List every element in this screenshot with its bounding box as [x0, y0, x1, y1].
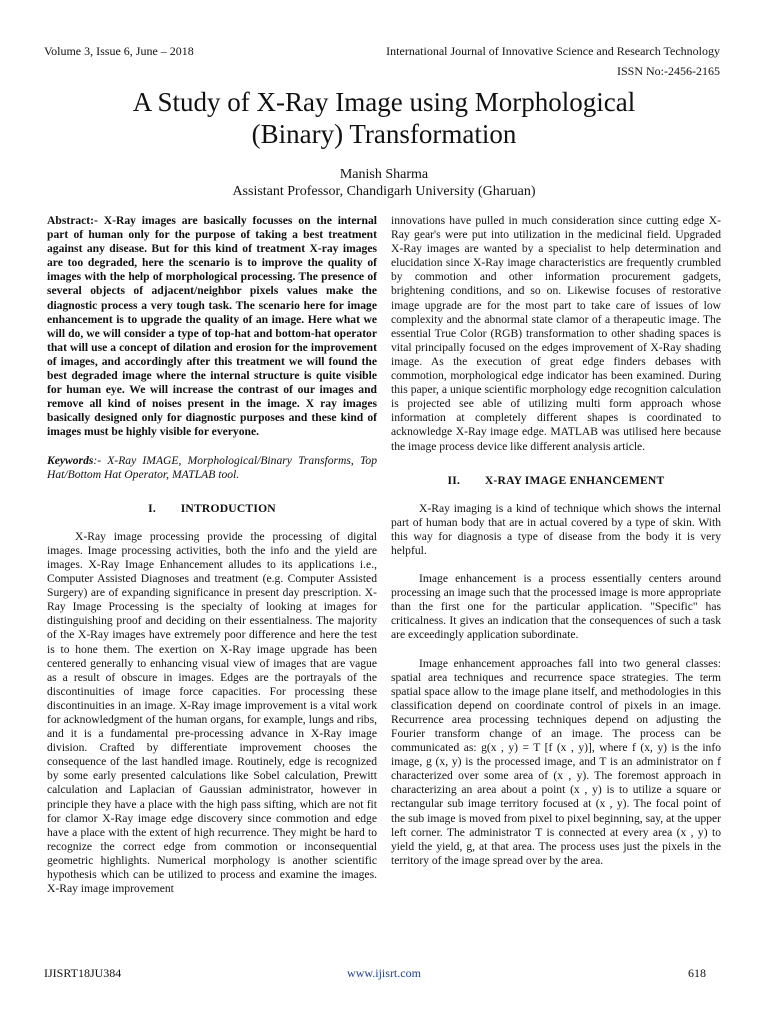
page-number: 618	[688, 966, 706, 980]
enhancement-paragraph-1: X-Ray imaging is a kind of technique which shows the internal part of human body that are in actual covered by a type of skin. With this way for diagnosis a type of disease from the body it is very helpful.	[391, 501, 721, 557]
left-column	[47, 214, 377, 896]
issn: ISSN No:-2456-2165	[616, 64, 720, 78]
keywords-label: Keywords	[47, 453, 94, 467]
paper-code: IJISRT18JU384	[44, 966, 122, 980]
section-heading-enhancement: II. X-RAY IMAGE ENHANCEMENT	[447, 473, 665, 487]
volume-info: Volume 3, Issue 6, June – 2018	[44, 44, 194, 58]
title-line-1: A Study of X-Ray Image using Morphological	[132, 87, 636, 117]
author-block	[40, 166, 728, 200]
journal-name: International Journal of Innovative Science and Research Technology	[386, 44, 720, 58]
introduction-continued: innovations have pulled in much consideration since cutting edge X-Ray gear's were put into utilization in the medicinal field. Upgraded X-Ray images are wanted by a specialist to help determination and elucidation since X-Ray image characteristics are frequently crumbled by commotion and other information procurement gadgets, brightening conditions, and so on. Likewise focuses of restorative image upgrade are for the most part to take care of issues of low complexity and the abnormal state clamor of a therapeutic image. The essential True Color (RGB) transformation to other shading spaces is vital principally focused on the edges improvement of X-Ray shading image. As the execution of great edge finders debases with commotion, morphological edge indicator has been examined. During this paper, a unique scientific morphology edge recognition calculation is projected see able of utilizing multi form approach whose information at completely different shapes is coordinated to acknowledge X-Ray image edge. MATLAB was utilised here because the image process device like different analysis article.	[391, 214, 721, 453]
journal-url-link[interactable]: www.ijisrt.com	[347, 966, 421, 980]
right-column	[391, 214, 721, 868]
abstract: Abstract:- X-Ray images are basically focusses on the internal part of human only for the purpose of taking a best treatment against any disease. But for this kind of treatment X-ray images are too degraded, here the scenario is to improve the quality of images with the help of morphological processing. The presence of several objects of adjacent/neighbor pixels values make the diagnostic process a very tough task. The scenario here for image enhancement is to upgrade the quality of an image. Here what we will do, we will consider a type of top-hat and bottom-hat operator that will use a concept of dilation and erosion for the improvement of images, and accordingly after this treatment we will found the best degraded image where the internal structure is quite visible for human eye. We will increase the contrast of our images and remove all kind of noises present in the image. X ray images basically designed only for diagnostic purposes and these kind of images must be highly visible for everyone.	[47, 214, 377, 439]
enhancement-paragraph-2: Image enhancement is a process essentially centers around processing an image such that the processed image is more appropriate than the first one for the particular application. "Specific" has criticalness. It gives an indication that the consequences of such a task are exceedingly application subordinate.	[391, 572, 721, 642]
keywords-text: :- X-Ray IMAGE, Morphological/Binary Transforms, Top Hat/Bottom Hat Operator, MATLAB tool.	[47, 453, 377, 481]
keywords	[47, 454, 377, 482]
title-line-2: (Binary) Transformation	[251, 119, 517, 149]
author-affiliation: Assistant Professor, Chandigarh University (Gharuan)	[232, 184, 536, 199]
section-heading-introduction: I. INTRODUCTION	[148, 501, 276, 515]
introduction-paragraph: X-Ray image processing provide the processing of digital images. Image processing activities, both the info and the yield are images. X-Ray Image Enhancement alludes to its applications i.e., Computer Assisted Diagnoses and treatment (e.g. Computer Assisted Surgery) are of expanding significance in present day prescription. X-Ray Image Processing is the specialty of looking at images for distinguishing proof and deciding on their essentialness. The majority of the X-Ray images have extremely poor difference and here the test is to hone them. The exertion on X-Ray image upgrade has been centered generally to enhancing visual view of images that are vague as a result of obscure in images. Edges are the portrayals of the discontinuities of image force capacities. For processing these discontinuities in an image. X-Ray image improvement is a vital work for acknowledgment of the human organs, for example, lungs and ribs, and it is a fundamental pre-processing advance in X-Ray image division. Crafted by differentiate improvement chooses the consequence of the last handled image. Routinely, edge is recognized by some early presented calculations like Sobel calculation, Prewitt calculation and Laplacian of Gaussian administrator, however in principle they have a place with the high pass sifting, which are not fit for clamor X-Ray image edge discovery since commotion and edge have a place with the extent of high recurrence. They might be hard to recognize the correct edge from commotion or inconsequential geometric highlights. Numerical morphology is another scientific hypothesis which can be utilized to process and examine the images. X-Ray image improvement	[47, 529, 377, 896]
enhancement-paragraph-3: Image enhancement approaches fall into two general classes: spatial area techniques and recurrence space strategies. The term spatial space allow to the image plane itself, and methodologies in this classification depend on coordinate control of pixels in an image. Recurrence area processing techniques depend on adjusting the Fourier transform change of an image. The process can be communicated as: g(x , y) = T [f (x , y)], where f (x, y) is the info image, g (x, y) is the processed image, and T is an administrator on f characterized over some area of (x , y). The foremost approach in characterizing an area about a point (x , y) is to utilize a square or rectangular sub image territory focused at (x , y). The focal point of the sub image is moved from pixel to pixel beginning, say, at the upper left corner. The administrator T is connected at every area (x , y) to yield the yield, g, at that area. The process uses just the pixels in the territory of the image spread over by the area.	[391, 656, 721, 867]
author-name: Manish Sharma	[339, 167, 429, 182]
paper-title	[40, 86, 728, 150]
